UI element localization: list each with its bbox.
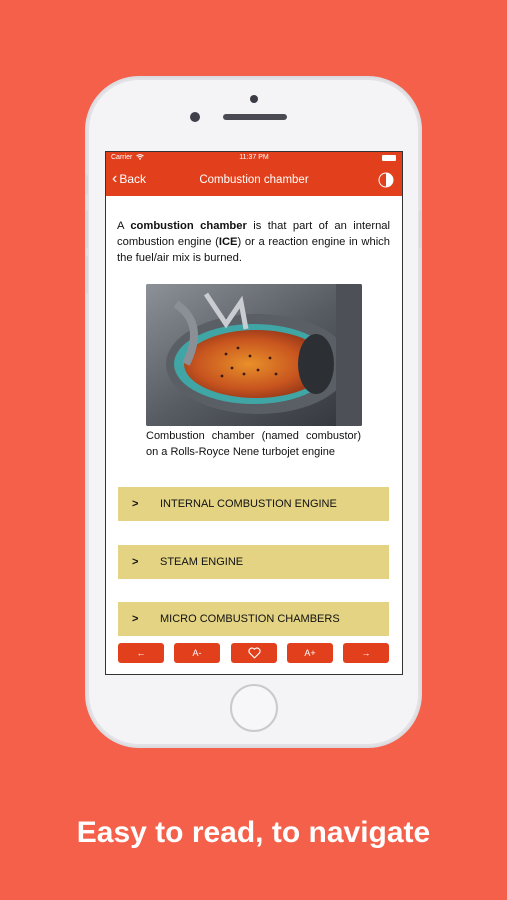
power-button: [419, 210, 422, 248]
intro-term: combustion chamber: [130, 220, 247, 232]
font-larger-button[interactable]: A+: [287, 643, 333, 663]
status-time: 11:37 PM: [239, 154, 269, 161]
page-title: Combustion chamber: [199, 174, 309, 186]
section-label: STEAM ENGINE: [160, 556, 244, 568]
article-content: [106, 196, 402, 639]
tagline: Easy to read, to navigate: [76, 816, 431, 849]
image-caption: Combustion chamber (named combustor) on a Rolls-Royce Nene turbojet engine: [146, 430, 361, 458]
earpiece-speaker: [223, 114, 287, 120]
section-steam-engine[interactable]: [118, 545, 389, 579]
previous-button[interactable]: ←: [118, 643, 164, 663]
back-label: Back: [119, 172, 147, 186]
section-label: INTERNAL COMBUSTION ENGINE: [160, 498, 337, 510]
volume-up-button: [85, 210, 88, 248]
chevron-left-icon: ‹: [112, 170, 118, 187]
section-internal-combustion-engine[interactable]: [118, 487, 389, 521]
status-bar: [106, 152, 402, 165]
section-label: MICRO COMBUSTION CHAMBERS: [160, 613, 340, 625]
front-camera: [190, 112, 200, 122]
sensor-dot: [250, 95, 258, 103]
chevron-right-icon: >: [132, 498, 139, 510]
section-micro-combustion-chambers[interactable]: [118, 602, 389, 636]
font-smaller-button[interactable]: A-: [174, 643, 220, 663]
chevron-right-icon: >: [132, 556, 139, 568]
contrast-icon[interactable]: [378, 172, 394, 188]
intro-paragraph: A combustion chamber is that part of an internal combustion engine (ICE) or a reaction engine in which the fuel/air mix is burned.: [117, 220, 391, 264]
volume-down-button: [85, 256, 88, 294]
battery-icon: [382, 155, 396, 161]
mute-switch: [85, 175, 88, 195]
carrier-label: Carrier: [111, 154, 144, 161]
bottom-toolbar: [106, 639, 402, 674]
chevron-right-icon: >: [132, 613, 139, 625]
heart-icon: [248, 647, 261, 659]
intro-abbr: ICE: [218, 236, 238, 248]
home-button[interactable]: [230, 684, 278, 732]
next-button[interactable]: →: [343, 643, 389, 663]
app-screen: [106, 152, 402, 674]
combustion-chamber-image: [146, 284, 362, 426]
nav-bar: [106, 165, 402, 196]
favorite-button[interactable]: [231, 643, 277, 663]
